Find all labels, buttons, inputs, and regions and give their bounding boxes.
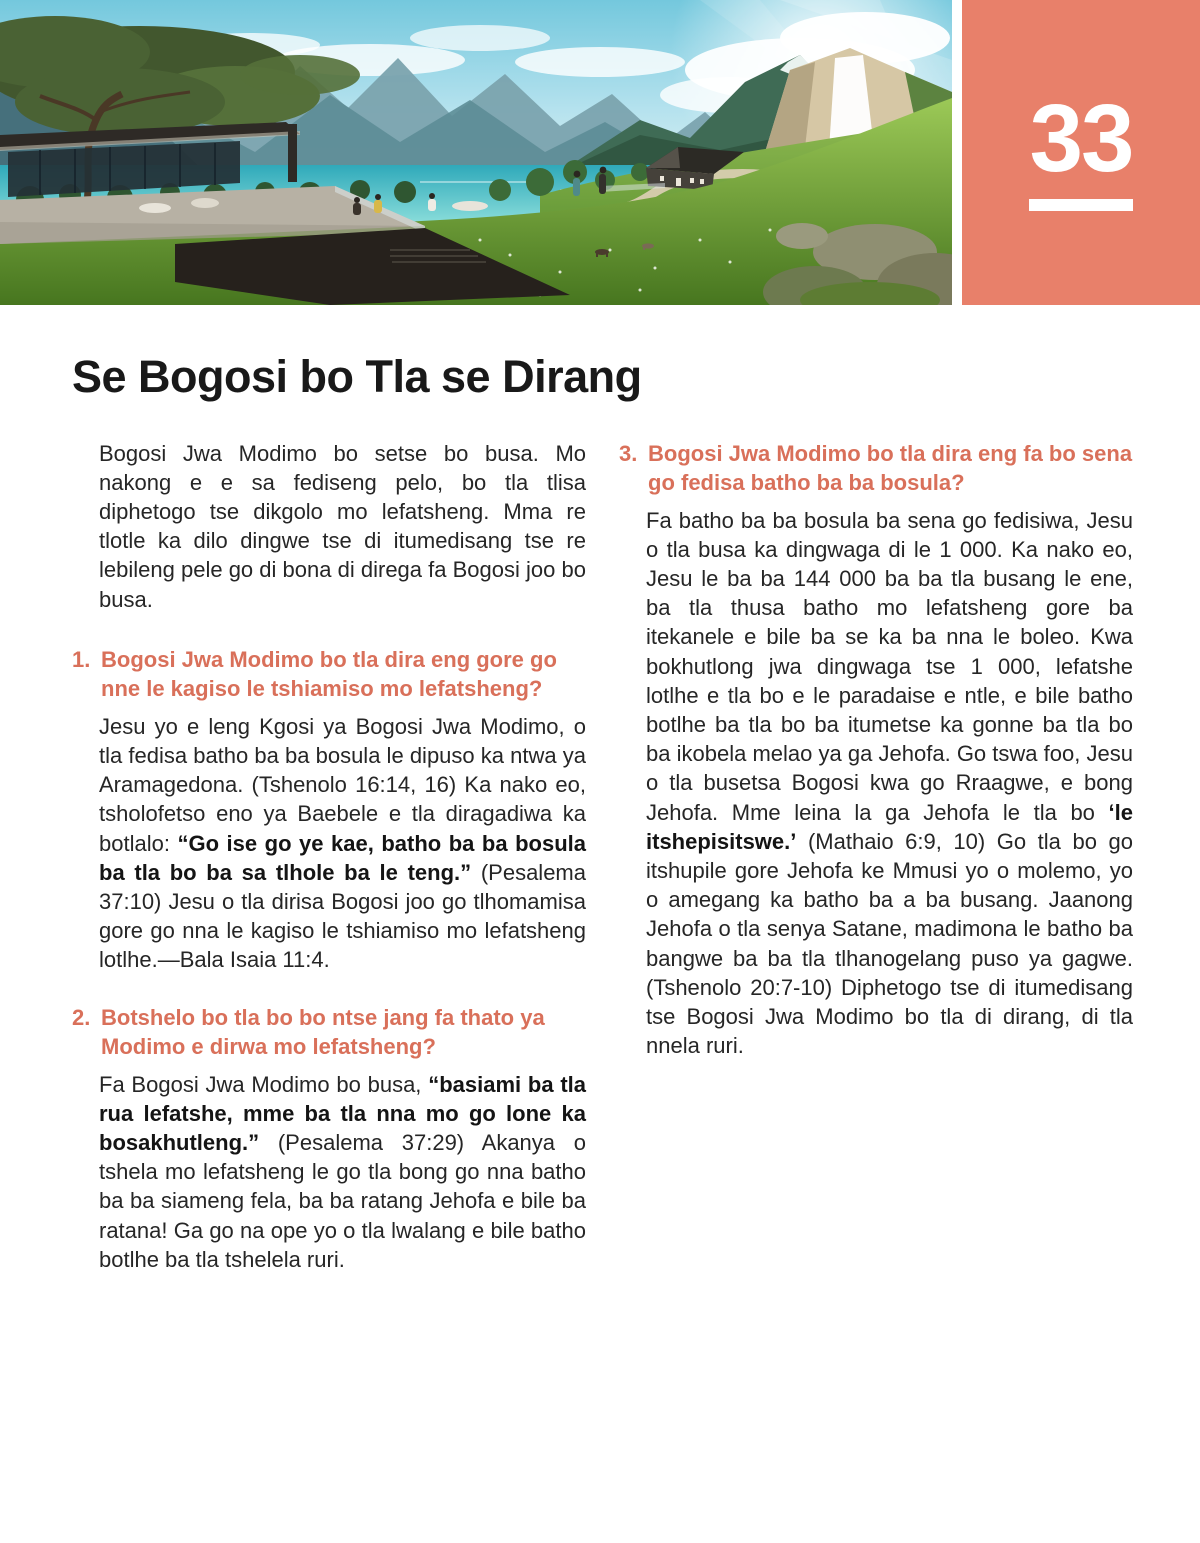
answer-2-part-3: (Pesalema 37:29) Akanya o tshela mo lefatsheng le go tla bong go nna batho ba ba siameng fela, ba ba ratang Jehofa e bile ba ratana! Ga go na ope yo o tla lwalang e bile batho botlhe ba tla tshelela ruri. bbox=[99, 1129, 586, 1272]
section-2 bbox=[72, 1003, 586, 1274]
hero-header bbox=[0, 0, 1200, 305]
left-column bbox=[72, 439, 586, 1302]
answer-1-scripture-quote: “Go ise go ye kae, batho ba ba bosula ba tla bo ba sa tlhole ba le teng.” bbox=[99, 830, 586, 885]
answer-3-part-3: (Mathaio 6:9, 10) Go tla bo go itshupile gore Jehofa ke Mmusi yo o molemo, yo o amegang ka batho ba a ba busang. Jaanong Jehofa o tla senya Satane, madimona le batho ba bangwe ba ba tla tlhanogelang puso ya gagwe. (Tshenolo 20:7-10) Diphetogo tse di itumedisang tse Bogosi Jwa Modimo bo tla di dirang, di tla nnela ruri. bbox=[646, 828, 1133, 1059]
question-2-heading bbox=[72, 1003, 586, 1061]
section-1 bbox=[72, 645, 586, 975]
chapter-number-block bbox=[962, 0, 1200, 305]
answer-2-part-1: Fa Bogosi Jwa Modimo bo busa, bbox=[99, 1071, 429, 1097]
answer-3-scripture-quote: ‘le itshepisitswe.’ bbox=[646, 799, 1133, 854]
question-1-heading bbox=[72, 645, 586, 703]
right-column bbox=[619, 439, 1133, 1089]
question-1-number: 1. bbox=[72, 646, 91, 672]
intro-paragraph: Bogosi Jwa Modimo bo setse bo busa. Mo nakong e e sa fediseng pelo, bo tla tlisa diphetogo tse dikgolo mo lefatsheng. Mma re tlotle ka dilo dingwe tse di itumedisang tse re lebileng pele go di bona di direga fa Bogosi joo bo busa. bbox=[99, 440, 586, 612]
question-2-number: 2. bbox=[72, 1004, 91, 1030]
question-3-heading bbox=[619, 439, 1133, 497]
question-1-text: Bogosi Jwa Modimo bo tla dira eng gore go nne le kagiso le tshiamiso mo lefatsheng? bbox=[101, 646, 557, 701]
section-3 bbox=[619, 439, 1133, 1061]
chapter-number: 33 bbox=[1029, 85, 1133, 192]
lesson-content bbox=[0, 352, 1200, 1362]
hero-image bbox=[0, 0, 952, 305]
answer-1-paragraph bbox=[99, 712, 586, 975]
question-3-number: 3. bbox=[619, 440, 638, 466]
hero-gap bbox=[952, 0, 962, 305]
page-title: Se Bogosi bo Tla se Dirang bbox=[72, 351, 642, 402]
answer-2-paragraph bbox=[99, 1070, 586, 1274]
chapter-underline-bar bbox=[1029, 199, 1133, 211]
question-2-text: Botshelo bo tla bo bo ntse jang fa thato ya Modimo e dirwa mo lefatsheng? bbox=[101, 1004, 545, 1059]
answer-3-paragraph bbox=[646, 506, 1133, 1061]
answer-1-part-1: Jesu yo e leng Kgosi ya Bogosi Jwa Modimo, o tla fedisa batho ba ba bosula le dipuso ka ntwa ya Aramagedona. (Tshenolo 16:14, 16) Ka nako eo, tsholofetso eno ya Baebele e tla diragadiwa ka botlalo: bbox=[99, 713, 586, 856]
answer-3-part-1: Fa batho ba ba bosula ba sena go fedisiwa, Jesu o tla busa ka dingwaga di le 1 000. Ka nako eo, Jesu le ba ba 144 000 ba ba tla busang le ene, ba tla thusa batho mo lefatsheng gore ba itekanele e bile ba se ka ba nna le boleo. Kwa bokhutlong jwa dingwaga tse 1 000, lefatshe lotlhe e tla bo e le paradaise e ntle, e bile batho botlhe ba tla bo ba itumetse ka gonne ba tla bo ba ikobela melao ya ga Jehofa. Go tswa foo, Jesu o tla busetsa Bogosi kwa go Rraagwe, e bong Jehofa. Mme leina la ga Jehofa le tla bo bbox=[646, 507, 1133, 825]
two-column-layout bbox=[72, 439, 1133, 1302]
answer-1-part-3: (Pesalema 37:10) Jesu o tla dirisa Bogosi joo go tlhomamisa gore go nna le kagiso le tshiamiso mo lefatsheng lotlhe.—Bala Isaia 11:4. bbox=[99, 859, 586, 973]
hero-illustration bbox=[0, 0, 952, 305]
answer-2-scripture-quote: “basiami ba tla rua lefatshe, mme ba tla nna mo go lone ka bosakhutleng.” bbox=[99, 1071, 586, 1155]
question-3-text: Bogosi Jwa Modimo bo tla dira eng fa bo sena go fedisa batho ba ba bosula? bbox=[648, 440, 1133, 495]
